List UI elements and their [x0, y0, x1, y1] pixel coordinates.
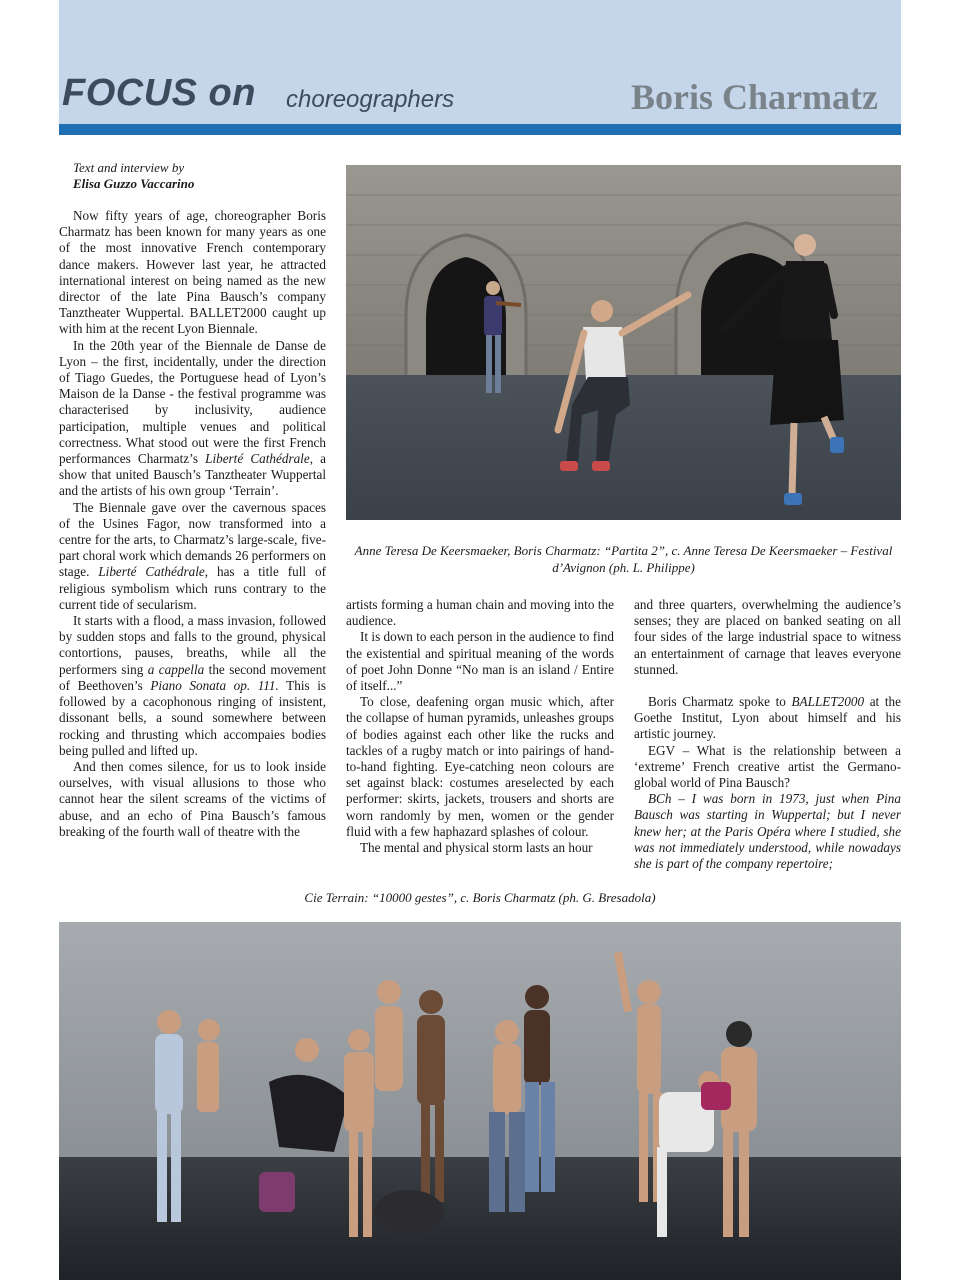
paragraph: The mental and physical storm lasts an hour	[360, 840, 593, 856]
interview-question: EGV – What is the relationship between a ‘extreme’ French creative artist the Germano-global world of Pina Bausch?	[634, 742, 901, 791]
paragraph: The Biennale gave over the cavernous spaces of the Usines Fagor, now transformed into a centre for the arts, to Charmatz’s large-scale, five-part choral work which demands 26 performers on stage. Liberté Cathédrale, has a title full of religious symbolism which runs contrary to the current tide of secularism.	[59, 499, 326, 612]
byline-author: Elisa Guzzo Vaccarino	[73, 176, 195, 191]
paragraph: In the 20th year of the Biennale de Danse de Lyon – the first, incidentally, under the direction of Tiago Guedes, the Portuguese head of Lyon’s Maison de la Danse - the festival programme was characterised by inclusivity, audience participation, multiple venues and political correctness. What stood out were the first French performances Charmatz’s Liberté Cathédrale, a show that united Bausch’s Tanztheater Wuppertal and the artists of his own group ‘Terrain’.	[59, 337, 326, 499]
photo-10000-gestes	[59, 922, 901, 1280]
paragraph: and three quarters, overwhelming the audience’s senses; they are placed on banked seating on all four sides of the large industrial space to witness an entertainment of carnage that leaves everyone stunned.	[634, 597, 901, 677]
focus-label: FOCUS on	[62, 72, 256, 114]
page-title: Boris Charmatz	[631, 77, 878, 117]
paragraph: It is down to each person in the audience to find the existential and spiritual meaning of the words of poet John Donne “No man is an island / Entire of itself...”	[346, 629, 614, 694]
section-label: choreographers	[286, 86, 455, 113]
paragraph: Boris Charmatz spoke to BALLET2000 at the Goethe Institut, Lyon about himself and his artistic journey.	[634, 694, 901, 742]
photo-gestes-caption: Cie Terrain: “10000 gestes”, c. Boris Charmatz (ph. G. Bresadola)	[304, 890, 656, 905]
paragraph: artists forming a human chain and moving into the audience.	[346, 597, 614, 629]
byline	[73, 160, 194, 192]
interview-answer: BCh – I was born in 1973, just when Pina Bausch was starting in Wuppertal; but I never knew her; at the Paris Opéra where I studied, she was not immediately understood, while nowadays she is part of the company repertoire;	[634, 791, 901, 872]
article-column-3	[634, 597, 901, 872]
paragraph: Now fifty years of age, choreographer Boris Charmatz has been known for many years as one of the most innovative French contemporary dance makers. However last year, he attracted international interest on being named as the new director of the late Pina Bausch’s company Tanztheater Wuppertal. BALLET2000 caught up with him at the recent Lyon Biennale.	[59, 208, 326, 337]
photo-partita-caption: Anne Teresa De Keersmaeker, Boris Charmatz: “Partita 2”, c. Anne Teresa De Keersmaeker – Festival d’Avignon (ph. L. Philippe)	[354, 543, 893, 575]
header-rule	[59, 124, 901, 135]
article-column-2	[346, 597, 614, 856]
article-column-1	[59, 208, 326, 840]
paragraph: It starts with a flood, a mass invasion, followed by sudden stops and falls to the ground, physical contortions, pauses, breaths, while all the performers sing a cappella the second movement of Beethoven’s Piano Sonata op. 111. This is followed by a cacophonous ringing of insistent, dissonant bells, a sound somewhere between rocking and thrusting which accompaies bodies being pulled and lifted up.	[59, 613, 326, 758]
photo-partita	[346, 165, 901, 520]
paragraph: To close, deafening organ music which, after the collapse of human pyramids, unleashes groups of bodies against each other like the rucks and tackles of a rugby match or into pairings of hand-to-hand fighting. Eye-catching neon colours are set against black: costumes areselected by each performer: skirts, jackets, trousers and shorts are worn randomly by men, women or the gender fluid with a few haphazard splashes of colour.	[346, 694, 614, 839]
byline-prefix: Text and interview by	[73, 160, 185, 175]
paragraph: And then comes silence, for us to look inside ourselves, with visual allusions to those who cannot hear the silent screams of the victims of abuse, and an echo of Pina Bausch’s famous breaking of the fourth wall of theatre with the	[59, 758, 326, 839]
